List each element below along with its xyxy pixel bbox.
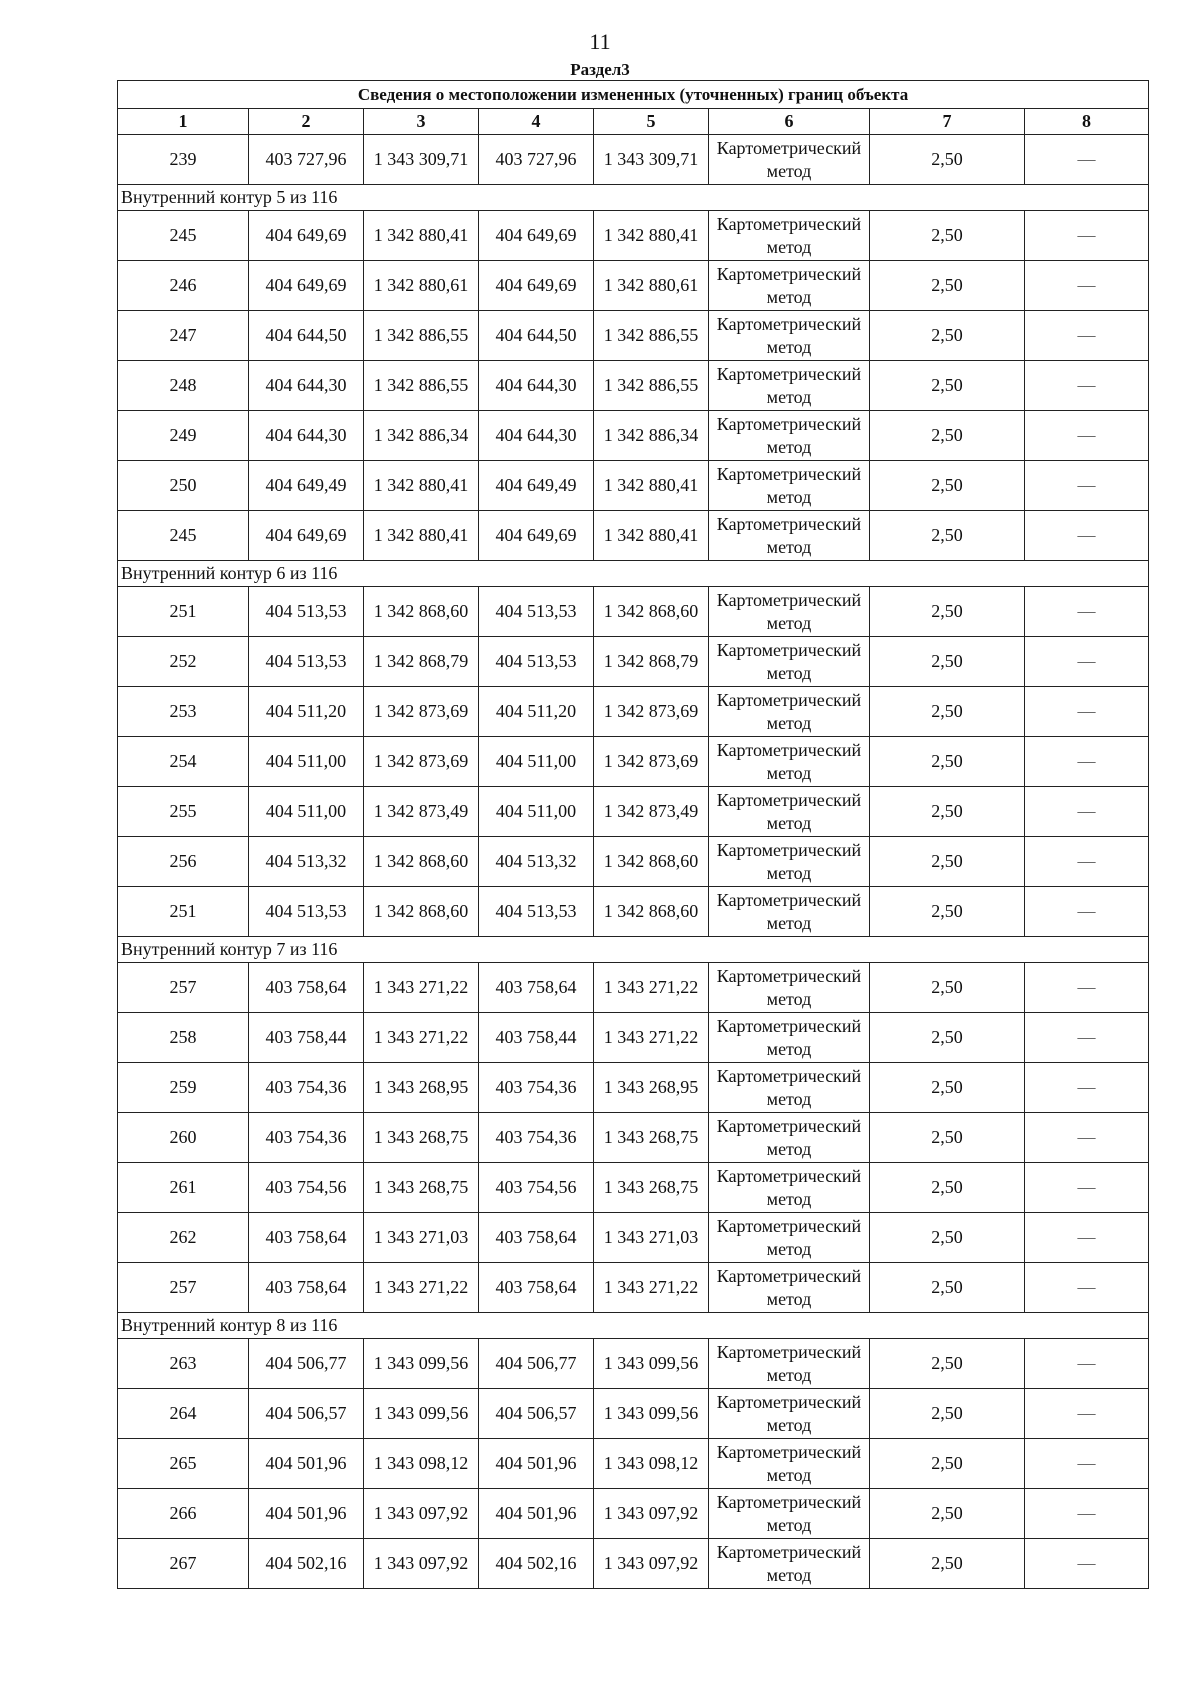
method-cell: Картометрический метод — [709, 1489, 870, 1539]
x-new-cell: 403 758,44 — [479, 1013, 594, 1063]
accuracy-cell: 2,50 — [870, 1213, 1025, 1263]
point-number-cell: 251 — [118, 587, 249, 637]
accuracy-cell: 2,50 — [870, 1163, 1025, 1213]
point-number-cell: 266 — [118, 1489, 249, 1539]
description-cell: — — [1025, 411, 1149, 461]
table-row — [118, 211, 1149, 261]
method-cell: Картометрический метод — [709, 1113, 870, 1163]
page-number: 11 — [589, 29, 611, 54]
point-number-cell: 254 — [118, 737, 249, 787]
y-old-cell: 1 343 271,22 — [364, 1013, 479, 1063]
table-row — [118, 1263, 1149, 1313]
table-row — [118, 787, 1149, 837]
x-new-cell: 404 502,16 — [479, 1539, 594, 1589]
table-row — [118, 1339, 1149, 1389]
contour-label: Внутренний контур 7 из 116 — [118, 937, 1149, 963]
description-cell: — — [1025, 1213, 1149, 1263]
x-old-cell: 404 649,69 — [249, 261, 364, 311]
y-new-cell: 1 342 880,41 — [594, 461, 709, 511]
contour-heading-row — [118, 185, 1149, 211]
table-row — [118, 1013, 1149, 1063]
coordinates-table — [117, 80, 1149, 1589]
x-new-cell: 404 649,69 — [479, 511, 594, 561]
description-cell: — — [1025, 637, 1149, 687]
accuracy-cell: 2,50 — [870, 1439, 1025, 1489]
accuracy-cell: 2,50 — [870, 687, 1025, 737]
accuracy-cell: 2,50 — [870, 1539, 1025, 1589]
x-new-cell: 404 644,30 — [479, 361, 594, 411]
table-row — [118, 1539, 1149, 1589]
x-new-cell: 404 649,49 — [479, 461, 594, 511]
x-new-cell: 404 513,32 — [479, 837, 594, 887]
y-old-cell: 1 343 268,95 — [364, 1063, 479, 1113]
point-number-cell: 239 — [118, 135, 249, 185]
x-old-cell: 404 513,53 — [249, 887, 364, 937]
x-old-cell: 404 644,30 — [249, 361, 364, 411]
y-old-cell: 1 343 271,22 — [364, 1263, 479, 1313]
x-old-cell: 404 513,53 — [249, 637, 364, 687]
column-header: 3 — [364, 109, 479, 135]
y-new-cell: 1 342 880,41 — [594, 211, 709, 261]
accuracy-cell: 2,50 — [870, 963, 1025, 1013]
y-new-cell: 1 342 868,60 — [594, 837, 709, 887]
point-number-cell: 267 — [118, 1539, 249, 1589]
method-cell: Картометрический метод — [709, 837, 870, 887]
y-new-cell: 1 343 271,22 — [594, 1263, 709, 1313]
method-cell: Картометрический метод — [709, 1439, 870, 1489]
x-new-cell: 404 506,77 — [479, 1339, 594, 1389]
accuracy-cell: 2,50 — [870, 511, 1025, 561]
point-number-cell: 257 — [118, 963, 249, 1013]
table-row — [118, 637, 1149, 687]
column-header: 2 — [249, 109, 364, 135]
description-cell: — — [1025, 261, 1149, 311]
description-cell: — — [1025, 1539, 1149, 1589]
method-cell: Картометрический метод — [709, 1539, 870, 1589]
contour-heading-row — [118, 561, 1149, 587]
x-new-cell: 404 511,00 — [479, 737, 594, 787]
method-cell: Картометрический метод — [709, 963, 870, 1013]
y-old-cell: 1 343 271,03 — [364, 1213, 479, 1263]
method-cell: Картометрический метод — [709, 637, 870, 687]
x-old-cell: 404 649,69 — [249, 211, 364, 261]
y-old-cell: 1 342 880,41 — [364, 211, 479, 261]
table-row — [118, 687, 1149, 737]
table-row — [118, 737, 1149, 787]
y-new-cell: 1 342 868,60 — [594, 587, 709, 637]
y-new-cell: 1 343 099,56 — [594, 1389, 709, 1439]
table-row — [118, 1439, 1149, 1489]
x-old-cell: 404 501,96 — [249, 1489, 364, 1539]
method-cell: Картометрический метод — [709, 887, 870, 937]
column-header-row — [118, 109, 1149, 135]
y-new-cell: 1 343 097,92 — [594, 1539, 709, 1589]
method-cell: Картометрический метод — [709, 587, 870, 637]
description-cell: — — [1025, 737, 1149, 787]
point-number-cell: 261 — [118, 1163, 249, 1213]
y-old-cell: 1 342 886,55 — [364, 361, 479, 411]
table-row — [118, 1163, 1149, 1213]
y-old-cell: 1 343 309,71 — [364, 135, 479, 185]
point-number-cell: 262 — [118, 1213, 249, 1263]
y-new-cell: 1 343 098,12 — [594, 1439, 709, 1489]
accuracy-cell: 2,50 — [870, 311, 1025, 361]
point-number-cell: 249 — [118, 411, 249, 461]
x-new-cell: 403 758,64 — [479, 1263, 594, 1313]
method-cell: Картометрический метод — [709, 511, 870, 561]
y-old-cell: 1 342 886,55 — [364, 311, 479, 361]
point-number-cell: 245 — [118, 511, 249, 561]
table-row — [118, 461, 1149, 511]
method-cell: Картометрический метод — [709, 361, 870, 411]
description-cell: — — [1025, 1389, 1149, 1439]
description-cell: — — [1025, 361, 1149, 411]
x-old-cell: 404 644,50 — [249, 311, 364, 361]
y-old-cell: 1 343 099,56 — [364, 1339, 479, 1389]
y-old-cell: 1 342 868,60 — [364, 837, 479, 887]
y-new-cell: 1 342 868,60 — [594, 887, 709, 937]
y-old-cell: 1 342 868,60 — [364, 887, 479, 937]
x-new-cell: 404 649,69 — [479, 261, 594, 311]
y-new-cell: 1 342 880,41 — [594, 511, 709, 561]
description-cell: — — [1025, 1113, 1149, 1163]
table-row — [118, 1213, 1149, 1263]
y-old-cell: 1 342 868,60 — [364, 587, 479, 637]
accuracy-cell: 2,50 — [870, 637, 1025, 687]
x-old-cell: 404 513,53 — [249, 587, 364, 637]
x-new-cell: 403 758,64 — [479, 1213, 594, 1263]
table-row — [118, 1113, 1149, 1163]
y-new-cell: 1 342 886,55 — [594, 361, 709, 411]
method-cell: Картометрический метод — [709, 1213, 870, 1263]
accuracy-cell: 2,50 — [870, 1063, 1025, 1113]
point-number-cell: 256 — [118, 837, 249, 887]
y-new-cell: 1 342 873,49 — [594, 787, 709, 837]
table-body — [118, 135, 1149, 1589]
y-old-cell: 1 342 880,61 — [364, 261, 479, 311]
method-cell: Картометрический метод — [709, 461, 870, 511]
accuracy-cell: 2,50 — [870, 887, 1025, 937]
accuracy-cell: 2,50 — [870, 135, 1025, 185]
y-new-cell: 1 342 880,61 — [594, 261, 709, 311]
x-old-cell: 403 754,36 — [249, 1113, 364, 1163]
description-cell: — — [1025, 687, 1149, 737]
column-header: 6 — [709, 109, 870, 135]
section-title: Раздел3 — [570, 60, 630, 79]
point-number-cell: 247 — [118, 311, 249, 361]
table-row — [118, 135, 1149, 185]
description-cell: — — [1025, 135, 1149, 185]
description-cell: — — [1025, 963, 1149, 1013]
x-old-cell: 403 758,64 — [249, 1263, 364, 1313]
method-cell: Картометрический метод — [709, 787, 870, 837]
x-new-cell: 404 513,53 — [479, 887, 594, 937]
y-old-cell: 1 342 873,49 — [364, 787, 479, 837]
table-row — [118, 311, 1149, 361]
accuracy-cell: 2,50 — [870, 461, 1025, 511]
accuracy-cell: 2,50 — [870, 737, 1025, 787]
x-new-cell: 404 511,00 — [479, 787, 594, 837]
point-number-cell: 260 — [118, 1113, 249, 1163]
description-cell: — — [1025, 1263, 1149, 1313]
method-cell: Картометрический метод — [709, 135, 870, 185]
description-cell: — — [1025, 1163, 1149, 1213]
y-old-cell: 1 343 268,75 — [364, 1163, 479, 1213]
point-number-cell: 264 — [118, 1389, 249, 1439]
table-row — [118, 1389, 1149, 1439]
accuracy-cell: 2,50 — [870, 587, 1025, 637]
table-row — [118, 963, 1149, 1013]
y-old-cell: 1 342 873,69 — [364, 687, 479, 737]
x-new-cell: 403 754,56 — [479, 1163, 594, 1213]
accuracy-cell: 2,50 — [870, 1339, 1025, 1389]
method-cell: Картометрический метод — [709, 211, 870, 261]
y-old-cell: 1 343 099,56 — [364, 1389, 479, 1439]
point-number-cell: 248 — [118, 361, 249, 411]
table-row — [118, 1063, 1149, 1113]
description-cell: — — [1025, 587, 1149, 637]
x-new-cell: 404 501,96 — [479, 1489, 594, 1539]
accuracy-cell: 2,50 — [870, 211, 1025, 261]
x-new-cell: 404 506,57 — [479, 1389, 594, 1439]
table-row — [118, 1489, 1149, 1539]
x-old-cell: 404 644,30 — [249, 411, 364, 461]
y-new-cell: 1 343 268,75 — [594, 1113, 709, 1163]
description-cell: — — [1025, 1013, 1149, 1063]
point-number-cell: 259 — [118, 1063, 249, 1113]
point-number-cell: 255 — [118, 787, 249, 837]
x-old-cell: 404 649,49 — [249, 461, 364, 511]
y-old-cell: 1 343 098,12 — [364, 1439, 479, 1489]
x-old-cell: 404 511,00 — [249, 737, 364, 787]
column-header: 7 — [870, 109, 1025, 135]
accuracy-cell: 2,50 — [870, 261, 1025, 311]
point-number-cell: 258 — [118, 1013, 249, 1063]
accuracy-cell: 2,50 — [870, 1013, 1025, 1063]
x-old-cell: 404 506,77 — [249, 1339, 364, 1389]
table-row — [118, 837, 1149, 887]
point-number-cell: 263 — [118, 1339, 249, 1389]
x-new-cell: 404 513,53 — [479, 637, 594, 687]
x-new-cell: 404 644,50 — [479, 311, 594, 361]
table-title: Сведения о местоположении измененных (уточненных) границ объекта — [118, 81, 1149, 109]
x-new-cell: 403 727,96 — [479, 135, 594, 185]
contour-label: Внутренний контур 6 из 116 — [118, 561, 1149, 587]
y-new-cell: 1 342 886,55 — [594, 311, 709, 361]
y-old-cell: 1 343 271,22 — [364, 963, 479, 1013]
y-new-cell: 1 342 873,69 — [594, 737, 709, 787]
x-old-cell: 403 727,96 — [249, 135, 364, 185]
y-old-cell: 1 342 886,34 — [364, 411, 479, 461]
y-old-cell: 1 343 097,92 — [364, 1539, 479, 1589]
contour-heading-row — [118, 937, 1149, 963]
accuracy-cell: 2,50 — [870, 1263, 1025, 1313]
method-cell: Картометрический метод — [709, 737, 870, 787]
y-new-cell: 1 343 309,71 — [594, 135, 709, 185]
y-new-cell: 1 342 868,79 — [594, 637, 709, 687]
y-old-cell: 1 342 880,41 — [364, 461, 479, 511]
method-cell: Картометрический метод — [709, 687, 870, 737]
contour-heading-row — [118, 1313, 1149, 1339]
y-old-cell: 1 342 868,79 — [364, 637, 479, 687]
x-old-cell: 404 649,69 — [249, 511, 364, 561]
description-cell: — — [1025, 787, 1149, 837]
x-new-cell: 404 513,53 — [479, 587, 594, 637]
y-new-cell: 1 343 097,92 — [594, 1489, 709, 1539]
description-cell: — — [1025, 311, 1149, 361]
description-cell: — — [1025, 887, 1149, 937]
table-row — [118, 411, 1149, 461]
column-header: 4 — [479, 109, 594, 135]
x-new-cell: 404 644,30 — [479, 411, 594, 461]
column-header: 1 — [118, 109, 249, 135]
x-old-cell: 403 758,44 — [249, 1013, 364, 1063]
method-cell: Картометрический метод — [709, 261, 870, 311]
point-number-cell: 250 — [118, 461, 249, 511]
y-new-cell: 1 343 099,56 — [594, 1339, 709, 1389]
x-new-cell: 403 754,36 — [479, 1063, 594, 1113]
method-cell: Картометрический метод — [709, 411, 870, 461]
x-old-cell: 403 754,36 — [249, 1063, 364, 1113]
method-cell: Картометрический метод — [709, 1163, 870, 1213]
accuracy-cell: 2,50 — [870, 1489, 1025, 1539]
contour-label: Внутренний контур 5 из 116 — [118, 185, 1149, 211]
table-row — [118, 887, 1149, 937]
point-number-cell: 245 — [118, 211, 249, 261]
y-new-cell: 1 342 873,69 — [594, 687, 709, 737]
method-cell: Картометрический метод — [709, 1063, 870, 1113]
x-old-cell: 404 513,32 — [249, 837, 364, 887]
description-cell: — — [1025, 511, 1149, 561]
y-new-cell: 1 343 268,95 — [594, 1063, 709, 1113]
y-new-cell: 1 343 271,22 — [594, 963, 709, 1013]
description-cell: — — [1025, 461, 1149, 511]
accuracy-cell: 2,50 — [870, 1113, 1025, 1163]
x-old-cell: 404 511,20 — [249, 687, 364, 737]
x-old-cell: 404 501,96 — [249, 1439, 364, 1489]
x-new-cell: 403 758,64 — [479, 963, 594, 1013]
x-new-cell: 404 511,20 — [479, 687, 594, 737]
y-old-cell: 1 342 880,41 — [364, 511, 479, 561]
contour-label: Внутренний контур 8 из 116 — [118, 1313, 1149, 1339]
description-cell: — — [1025, 1063, 1149, 1113]
method-cell: Картометрический метод — [709, 311, 870, 361]
method-cell: Картометрический метод — [709, 1263, 870, 1313]
column-header: 8 — [1025, 109, 1149, 135]
point-number-cell: 265 — [118, 1439, 249, 1489]
table-row — [118, 511, 1149, 561]
point-number-cell: 252 — [118, 637, 249, 687]
x-old-cell: 403 758,64 — [249, 1213, 364, 1263]
y-new-cell: 1 343 271,22 — [594, 1013, 709, 1063]
y-old-cell: 1 342 873,69 — [364, 737, 479, 787]
accuracy-cell: 2,50 — [870, 411, 1025, 461]
point-number-cell: 253 — [118, 687, 249, 737]
x-new-cell: 403 754,36 — [479, 1113, 594, 1163]
column-header: 5 — [594, 109, 709, 135]
point-number-cell: 246 — [118, 261, 249, 311]
description-cell: — — [1025, 1339, 1149, 1389]
description-cell: — — [1025, 1489, 1149, 1539]
accuracy-cell: 2,50 — [870, 1389, 1025, 1439]
x-old-cell: 404 511,00 — [249, 787, 364, 837]
x-old-cell: 404 506,57 — [249, 1389, 364, 1439]
table-row — [118, 361, 1149, 411]
y-new-cell: 1 343 271,03 — [594, 1213, 709, 1263]
accuracy-cell: 2,50 — [870, 837, 1025, 887]
description-cell: — — [1025, 211, 1149, 261]
x-old-cell: 403 754,56 — [249, 1163, 364, 1213]
accuracy-cell: 2,50 — [870, 361, 1025, 411]
method-cell: Картометрический метод — [709, 1013, 870, 1063]
table-row — [118, 261, 1149, 311]
description-cell: — — [1025, 837, 1149, 887]
table-row — [118, 587, 1149, 637]
y-old-cell: 1 343 097,92 — [364, 1489, 479, 1539]
method-cell: Картометрический метод — [709, 1389, 870, 1439]
x-old-cell: 404 502,16 — [249, 1539, 364, 1589]
x-new-cell: 404 649,69 — [479, 211, 594, 261]
y-new-cell: 1 343 268,75 — [594, 1163, 709, 1213]
method-cell: Картометрический метод — [709, 1339, 870, 1389]
x-old-cell: 403 758,64 — [249, 963, 364, 1013]
x-new-cell: 404 501,96 — [479, 1439, 594, 1489]
point-number-cell: 257 — [118, 1263, 249, 1313]
accuracy-cell: 2,50 — [870, 787, 1025, 837]
y-new-cell: 1 342 886,34 — [594, 411, 709, 461]
point-number-cell: 251 — [118, 887, 249, 937]
description-cell: — — [1025, 1439, 1149, 1489]
y-old-cell: 1 343 268,75 — [364, 1113, 479, 1163]
